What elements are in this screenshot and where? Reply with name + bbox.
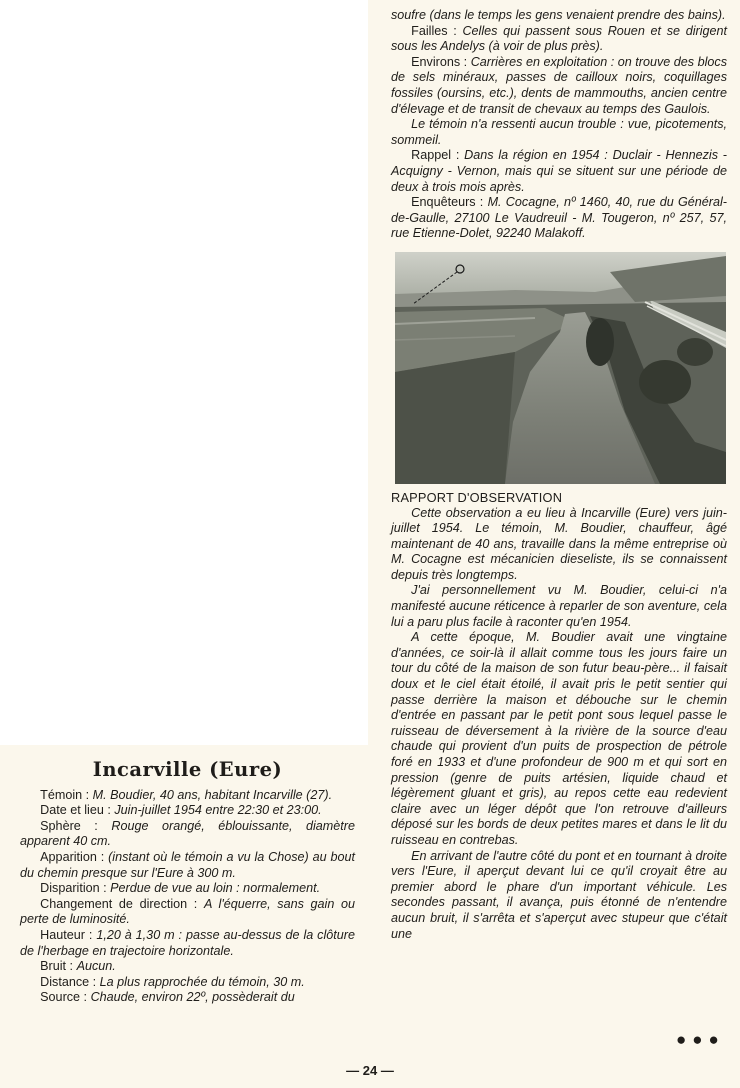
article-title: Incarville (Eure) <box>92 758 283 781</box>
field-date-lieu: Date et lieu : Juin-juillet 1954 entre 22:30 et 23:00. <box>40 803 322 818</box>
blank-area <box>0 0 368 745</box>
paragraph-environs: Environs : Carrières en exploitation : on trouve des blocs de sels minéraux, passes de cailloux noirs, coquillages fossiles (oursins, etc.), dents de mammouths, ancien centre d'élevage et de transit de chevaux au temps des Gaulois. <box>391 54 727 116</box>
paragraph-enqueteurs: Enquêteurs : M. Cocagne, nº 1460, 40, rue du Général-de-Gaulle, 27100 Le Vaudreuil - M. Tougeron, nº 257, 57, rue Etienne-Dolet, 92240 Malakoff. <box>391 195 727 241</box>
paragraph-temoin-trouble: Le témoin n'a ressenti aucun trouble : vue, picotements, sommeil. <box>391 117 727 147</box>
field-distance: Distance : La plus rapprochée du témoin, 30 m. <box>40 974 305 989</box>
continuation-dots: ●●● <box>676 1030 725 1049</box>
report-paragraph: Cette observation a eu lieu à Incarville (Eure) vers juin-juillet 1954. Le témoin, M. Boudier, chauffeur, âgé maintenant de 40 ans, travaille dans la même entreprise où M. Cocagne est mécanicien dieseliste, ils se connaissent depuis très longtemps. <box>391 505 727 582</box>
field-bruit: Bruit : Aucun. <box>40 959 116 974</box>
paragraph-failles: Failles : Celles qui passent sous Rouen et se dirigent sous les Andelys (à voir de plus près). <box>391 23 727 54</box>
field-hauteur: Hauteur : 1,20 à 1,30 m : passe au-dessus de la clôture de l'herbage en trajectoire horizontale. <box>20 927 355 958</box>
report-paragraph: A cette époque, M. Boudier avait une vingtaine d'années, ce soir-là il allait comme tous les jours faire un tour du côté de la maison de son futur beau-père... il faisait doux et le ciel était étoilé, il avait pris le petit sentier qui passe derrière la maison et débouche sur le chemin d'entrée en passant par le petit pont sous lequel passe le ruisseau de déversement à la rivière de la source d'eau chaude qui provient d'un puits de prospection de pétrole foré en 1933 et d'une profondeur de 900 m et qui sort en pression (genre de puits artésien, liquide chaud et légèrement gluant et gris), au repos cette eau redevient claire avec un léger dépôt que l'on retrouve d'ailleurs déposé sur les bords de deux petites mares et dans le lit du ruisseau en contrebas. <box>391 630 727 847</box>
top-text <box>391 8 727 242</box>
field-sphere: Sphère : Rouge orangé, éblouissante, diamètre apparent 40 cm. <box>20 818 355 849</box>
report-paragraph: J'ai personnellement vu M. Boudier, celui-ci n'a manifesté aucune réticence à reparler de son aventure, cela lui a paru plus facile à raconter qu'en 1954. <box>391 583 727 629</box>
field-changement-direction: Changement de direction : A l'équerre, sans gain ou perte de luminosité. <box>20 896 355 927</box>
left-column <box>20 758 355 1006</box>
paragraph-rappel: Rappel : Dans la région en 1954 : Duclair - Hennezis - Acquigny - Vernon, mais qui se situent sur une période de deux à trois mois après. <box>391 148 728 194</box>
field-disparition: Disparition : Perdue de vue au loin : normalement. <box>40 881 321 896</box>
river-photo <box>395 252 726 484</box>
paragraph-soufre: soufre (dans le temps les gens venaient prendre des bains). <box>391 8 726 22</box>
report-body <box>391 506 727 943</box>
page-number: — 24 — <box>346 1063 394 1078</box>
photo-caption: RAPPORT D'OBSERVATION <box>391 489 563 505</box>
field-temoin: Témoin : M. Boudier, 40 ans, habitant Incarville (27). <box>40 787 333 802</box>
field-apparition: Apparition : (instant où le témoin a vu la Chose) au bout du chemin presque sur l'Eure à 300 m. <box>20 849 355 880</box>
field-source: Source : Chaude, environ 22º, possèderait du <box>40 990 295 1005</box>
report-paragraph: En arrivant de l'autre côté du pont et en tournant à droite vers l'Eure, il aperçut devant lui ce qu'il croyait être au premier abord le phare d'un important véhicule. Les secondes passant, il avança, puis étonné de n'entendre aucun bruit, il s'arrêta et s'aperçut avec stupeur que c'était une <box>391 848 727 941</box>
right-column <box>391 8 727 942</box>
river-landscape-image <box>395 252 726 484</box>
